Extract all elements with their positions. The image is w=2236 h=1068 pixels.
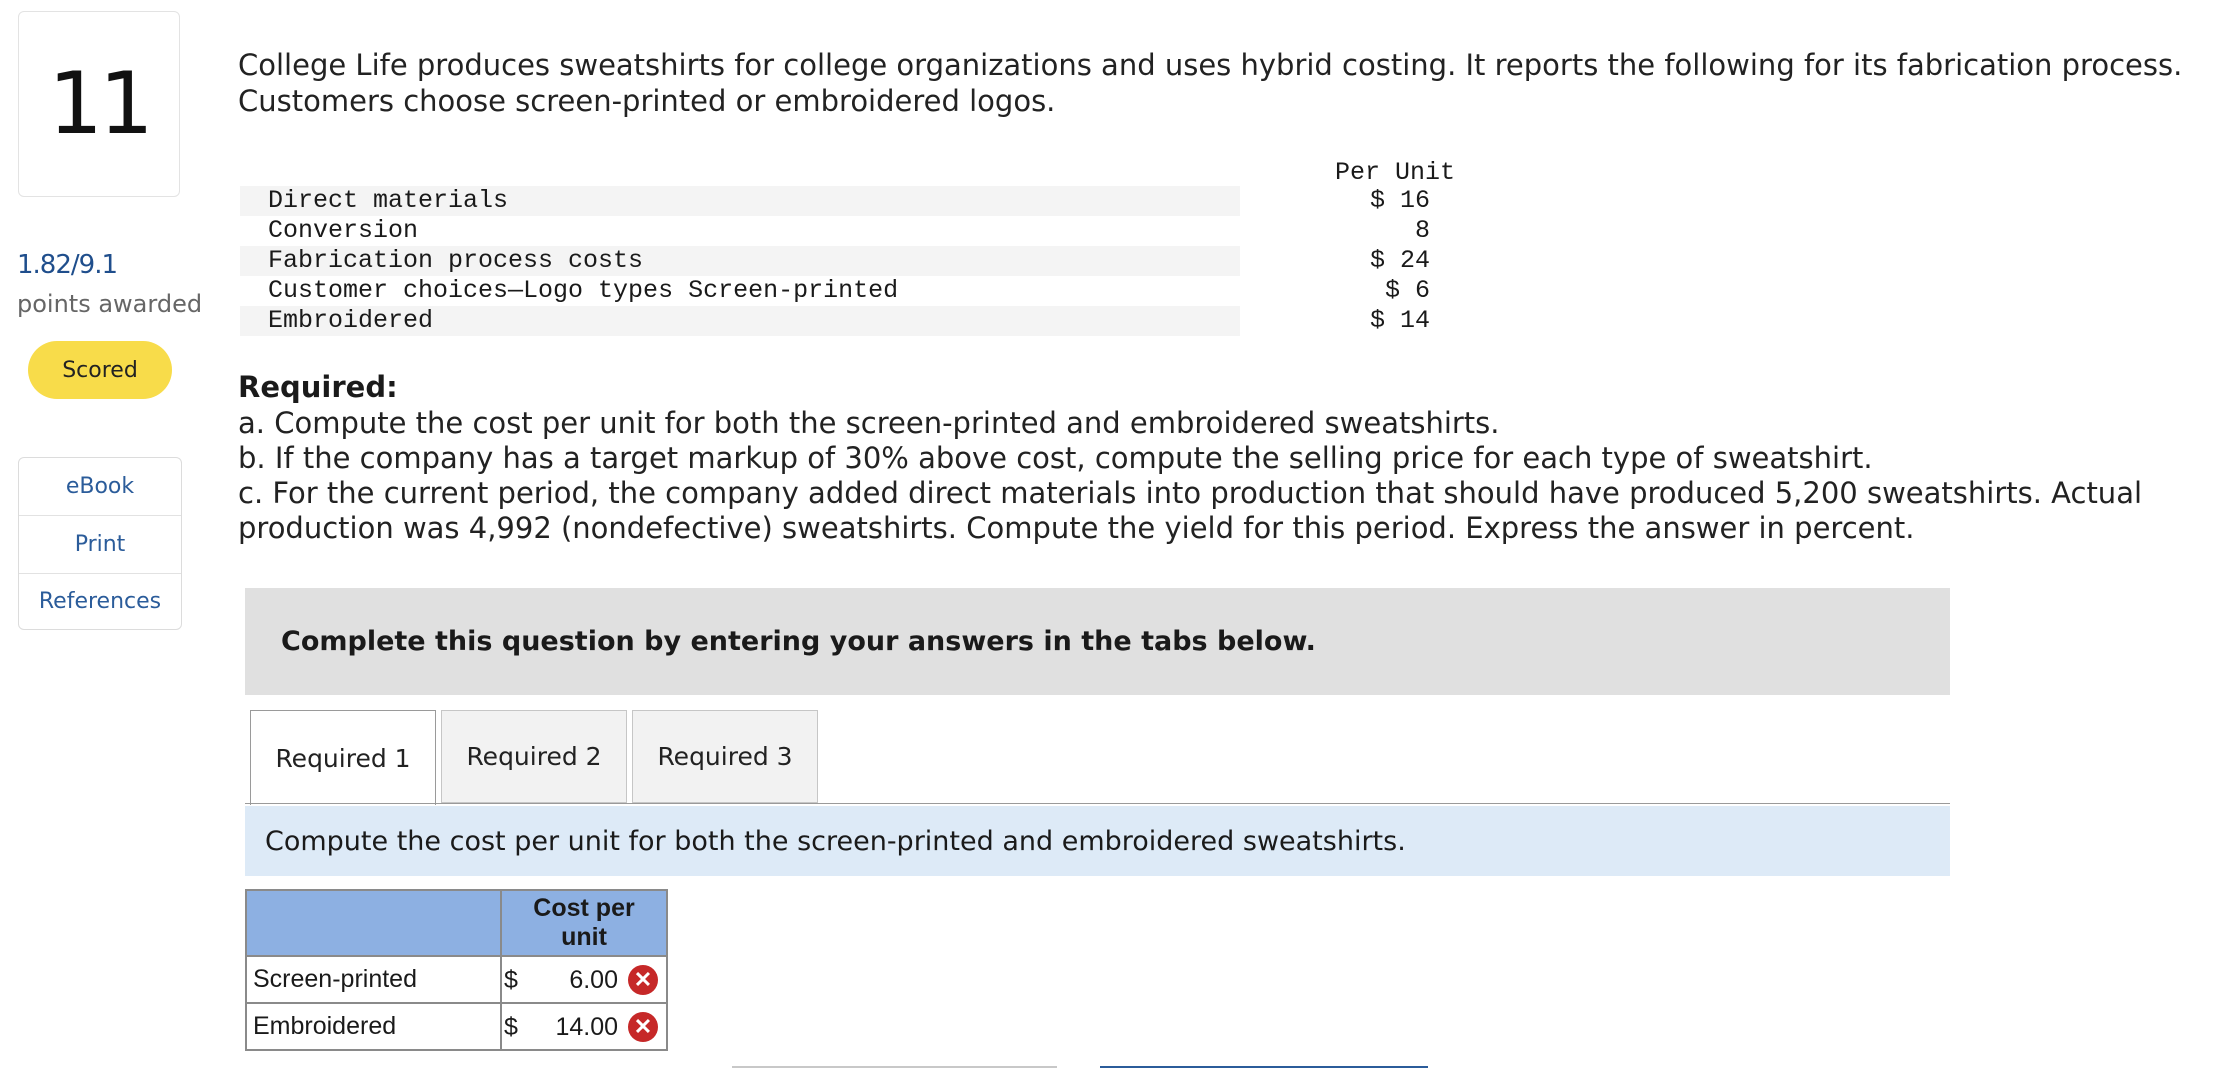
cost-row-label: Fabrication process costs — [268, 246, 644, 275]
cost-row-value: 8 — [1414, 216, 1430, 245]
screen-printed-answer-cell[interactable] — [501, 956, 667, 1003]
cost-row-label: Conversion — [268, 216, 419, 245]
table-row — [246, 956, 667, 1003]
cost-row-label: Direct materials — [268, 186, 509, 215]
references-link[interactable]: References — [19, 573, 181, 629]
cost-row-value: $ 6 — [1384, 276, 1430, 305]
answer-table-corner — [246, 890, 501, 956]
required-list — [238, 406, 2198, 546]
cost-row — [240, 246, 1430, 276]
resource-links — [18, 457, 182, 630]
tab-required-1[interactable]: Required 1 — [250, 710, 436, 805]
required-item-a: a. Compute the cost per unit for both the screen-printed and embroidered sweatshirts. — [238, 406, 1500, 440]
per-unit-header: Per Unit — [1334, 158, 1455, 187]
cost-row-value: $ 24 — [1369, 246, 1430, 275]
score-value: 1.82/9.1 — [17, 250, 117, 280]
currency-symbol: $ — [504, 1013, 518, 1041]
points-awarded-label: points awarded — [17, 290, 203, 318]
cost-row — [240, 306, 1430, 336]
answer-row-label: Screen-printed — [246, 956, 501, 1003]
tab-required-3[interactable]: Required 3 — [632, 710, 818, 803]
tab-required-2[interactable]: Required 2 — [441, 710, 627, 803]
embroidered-answer-cell[interactable] — [501, 1003, 667, 1050]
cost-row-label: Embroidered — [268, 306, 434, 335]
tab-description: Compute the cost per unit for both the screen-printed and embroidered sweatshirts. — [245, 806, 1950, 876]
incorrect-icon: ✕ — [628, 1012, 658, 1042]
required-title: Required: — [238, 370, 398, 404]
currency-symbol: $ — [504, 966, 518, 994]
cost-row — [240, 216, 1430, 246]
instruction-banner: Complete this question by entering your answers in the tabs below. — [245, 588, 1950, 695]
cost-row-value: $ 16 — [1369, 186, 1430, 215]
answer-row-label: Embroidered — [246, 1003, 501, 1050]
screen-printed-answer-input[interactable]: 6.00 — [569, 966, 618, 994]
cost-row — [240, 186, 1430, 216]
cost-row-value: $ 14 — [1369, 306, 1430, 335]
required-item-c: c. For the current period, the company added direct materials into production that should have produced 5,200 sweatshirts. Actual production was 4,992 (nondefective) sweatshirts. Compute the yield for this period. Express the answer in percent. — [238, 476, 2143, 545]
required-item-b: b. If the company has a target markup of 30% above cost, compute the selling price for each type of sweatshirt. — [238, 441, 1873, 475]
cost-row-label: Customer choices—Logo types Screen-printed — [268, 276, 899, 305]
cost-per-unit-header-text: Cost per unit — [533, 894, 635, 951]
scored-badge: Scored — [28, 341, 172, 399]
tabs-divider — [245, 803, 1950, 804]
answer-table — [245, 889, 668, 1051]
question-number: 11 — [18, 11, 180, 197]
table-row — [246, 1003, 667, 1050]
embroidered-answer-input[interactable]: 14.00 — [555, 1013, 618, 1041]
print-link[interactable]: Print — [19, 515, 181, 573]
ebook-link[interactable]: eBook — [65, 474, 135, 499]
cost-row — [240, 276, 1430, 306]
incorrect-icon: ✕ — [628, 965, 658, 995]
cost-per-unit-header — [501, 890, 667, 956]
question-intro: College Life produces sweatshirts for college organizations and uses hybrid costing. It reports the following for its fabrication process. Customers choose screen-printed or embroidered logos. — [238, 48, 2183, 118]
